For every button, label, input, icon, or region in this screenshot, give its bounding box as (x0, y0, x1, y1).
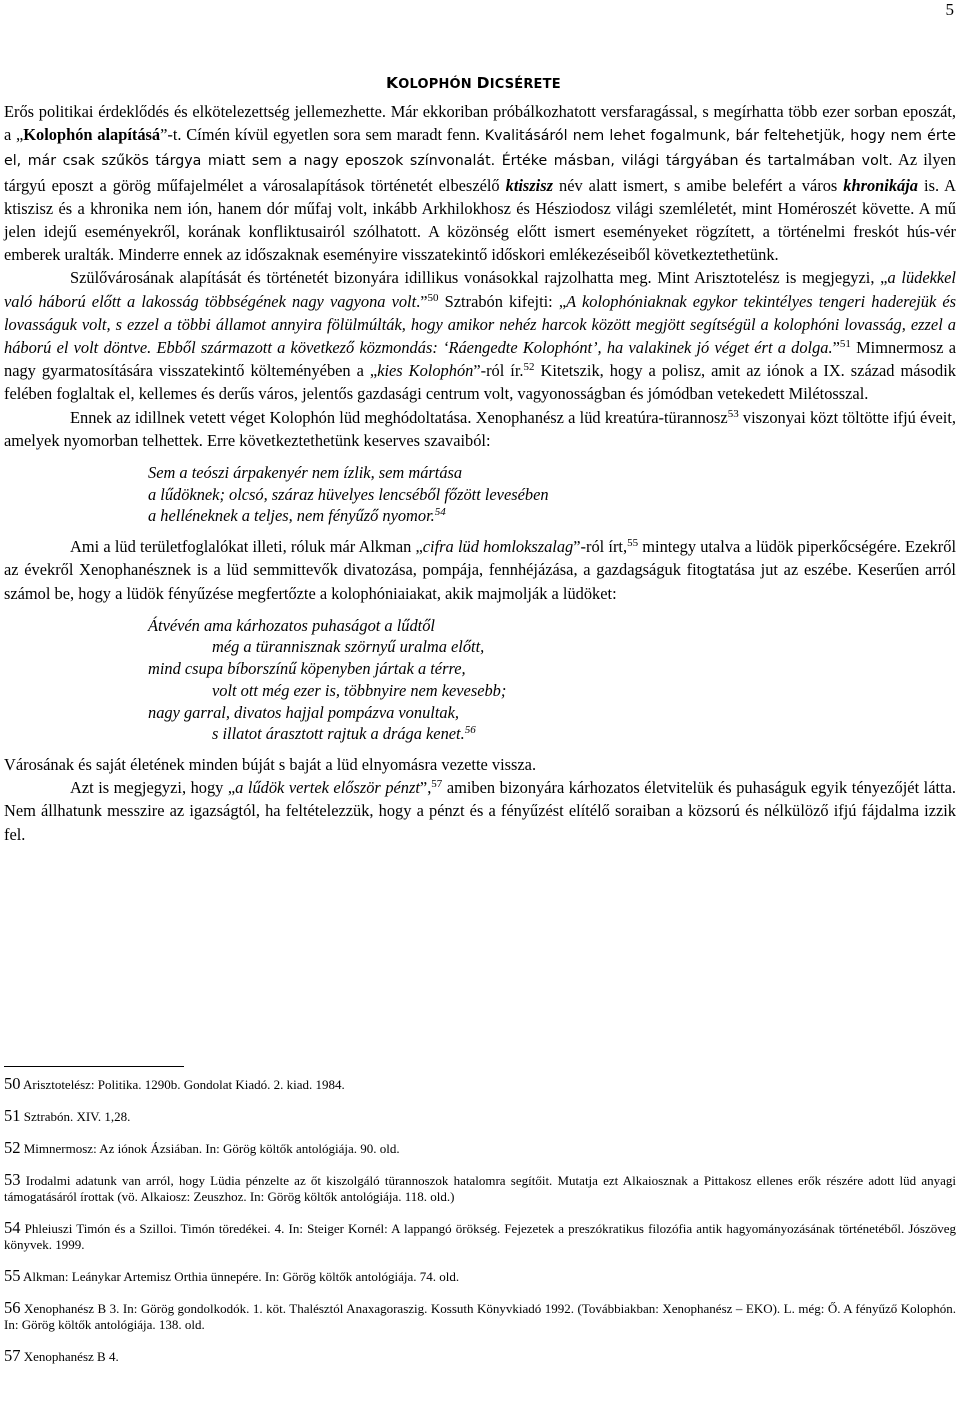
footnote-ref-51[interactable]: 51 (839, 338, 851, 351)
footnotes (4, 1066, 956, 1380)
body-text (4, 72, 956, 846)
poem-line: Sem a teószi árpakenyér nem ízlik, sem mártása (148, 463, 463, 483)
poem-line: volt ott még ezer is, többnyire nem kevesebb; (212, 680, 507, 700)
paragraph-5: Városának és saját életének minden búját s baját a lüd elnyomásra vezette vissza. (4, 754, 537, 774)
footnote-51: 51 Sztrabón. XIV. 1,28. (4, 1106, 131, 1125)
poem-line: nagy garral, divatos hajjal pompázva vonultak, (148, 702, 459, 722)
footnote-ref-52[interactable]: 52 (523, 361, 535, 374)
poem-line: s illatot árasztott rajtuk a drága kenet.$^{56}$ (212, 724, 476, 744)
poem-line: még a türannisznak szörnyű uralma előtt, (212, 637, 485, 657)
paragraph-6: Azt is megjegyzi, hogy „a lűdök vertek először pénzt”,$^{57}$ amiben bizonyára kárhozatos életvitelük és puhaságuk egyik tényezőjét látta. Nem állhatunk messzire az igazságtól, ha feltételezzük, hogy a pénzt és a fényűzést elítélő soraiban a közsorú és nélkülöző ifjú fájdalma izzik fel. (4, 778, 956, 844)
paragraph-3: Ennek az idillnek vetett véget Kolophón lüd meghódoltatása. Xenophanész a lüd kreatúra-türannosz$^{53}$ viszonyai közt töltötte ifjú éveit, amelyek nyomorban telhettek. Erre következtethetünk keserves szavaiból: (4, 407, 956, 450)
footnote-ref-53[interactable]: 53 (727, 407, 739, 420)
footnote-ref-55[interactable]: 55 (627, 537, 639, 550)
footnote-ref-57[interactable]: 57 (431, 778, 443, 791)
footnote-ref-56[interactable]: 56 (464, 724, 476, 737)
poem-line: mind csupa bíborszínű köpenyben jártak a térre, (148, 659, 466, 679)
poem-line: a helléneknek a teljes, nem fényűző nyomor.$^{54}$ (148, 506, 446, 526)
footnote-57: 57 Xenophanész B 4. (4, 1346, 119, 1365)
footnote-54: 54 Phleiuszi Timón és a Szilloi. Timón töredékei. 4. In: Steiger Kornél: A lappangó örökség. Fejezetek a preszókratikus filozófia antik hagyományozásának történetéből. Jószöveg könyvek. 1999. (4, 1218, 956, 1252)
poem-2 (148, 615, 956, 745)
footnote-53: 53 Irodalmi adatunk van arról, hogy Lüdia pénzelte az őt kiszolgáló türannoszok hatalomra segítőit. Mutatja ezt Alkaiosznak a Pittakosz ellenes erők részére adott lüd anyagi támogatásáról írottak (vö. Alkaiosz: Zeuszhoz. In: Görög költők antológiája. 118. old.) (4, 1170, 957, 1204)
page-number: 5 (945, 0, 954, 19)
footnote-divider (4, 1066, 184, 1067)
section-title: KOLOPHÓN DICSÉRETE (386, 74, 561, 92)
paragraph-1: Erős politikai érdeklődés és elkötelezettség jellemezhette. Már ekkoriban próbálkozhatott versfaragással, s megírhatta több ezer sorban eposzát, a „Kolophón alapításá”-t. Címén kívül egyetlen sora sem maradt fenn. Kvalitásáról nem lehet fogalmunk, bár feltehetjük, hogy nem érte el, már csak szűkös tárgya miatt sem a nagy eposzok színvonalát. Értéke másban, világi tárgyában és tartalmában volt. Az ilyen tárgyú eposzt a görög műfajelmélet a városalapítások történetét elbeszélő ktiszisz név alatt ismert, s amibe belefért a város khronikája is. A ktiszisz és a khronika nem ión, hanem dór műfaj volt, inkább Arkhilokhosz és Hésziodosz világi szemléletét, mint Homéroszét követte. A mű jelen idejű eseményekről, korának konfliktusairól szólhatott. A közönség előtt ismert eseményeket rögzített, a történelmi freskót hús-vér emberek uralták. Minderre ennek az időszaknak eseményire visszatekintő időskori emlékezéseiből következtethetünk. (4, 102, 956, 265)
footnote-ref-54[interactable]: 54 (434, 506, 446, 519)
poem-line: Átvévén ama kárhozatos puhaságot a lűdtől (148, 615, 435, 635)
footnote-52: 52 Mimnermosz: Az iónok Ázsiában. In: Görög költők antológiája. 90. old. (4, 1138, 400, 1157)
footnote-55: 55 Alkman: Leánykar Artemisz Orthia ünnepére. In: Görög költők antológiája. 74. old. (4, 1266, 460, 1285)
footnote-56: 56 Xenophanész B 3. In: Görög gondolkodók. 1. köt. Thalésztól Anaxagoraszig. Kossuth Könyvkiadó 1992. (Továbbiakban: Xenophanész – EKO). L. még: Ő. A fényűző Kolophón. In: Görög költők antológiája. 138. old. (4, 1298, 957, 1332)
poem-line: a lűdöknek; olcsó, száraz hüvelyes lencséből főzött levesében (148, 484, 549, 504)
footnote-50: 50 Arisztotelész: Politika. 1290b. Gondolat Kiadó. 2. kiad. 1984. (4, 1074, 345, 1093)
paragraph-2: Szülővárosának alapítását és történetét bizonyára idillikus vonásokkal rajzolhatta meg. Mint Arisztotelész is megjegyzi, „a lüdekkel való háború előtt a lakosság többségének nagy vagyona volt.”$^{50}$ Sztrabón kifejti: „A kolophóniaknak egykor tekintélyes tengeri haderejük és lovasságuk volt, s ezzel a többi államot annyira fölülmúlták, hogy amikor nehéz harcok között megjött segítségül a kolophóni lovasság, ezzel a háború el volt döntve. Ebből származott a következő közmondás: ‘Ráengedte Kolophónt’, ha valakinek jó véget ért a dolga.”$^{51}$ Mimnermosz a nagy gyarmatosítására visszatekintő költeményében a „kies Kolophón”-ról ír.$^{52}$ Kitetszik, hogy a polisz, amit az iónok a IX. század második felében foglaltak el, kellemes és derűs város, jelentős gazdasági centrum volt, vagyonosságban és jómódban vetekedett Milétosszal. (4, 268, 957, 404)
footnote-ref-50[interactable]: 50 (427, 291, 439, 304)
poem-1 (148, 462, 956, 527)
paragraph-4: Ami a lüd területfoglalókat illeti, róluk már Alkman „cifra lüd homlokszalag”-ról írt,$^{55}$ mintegy utalva a lüdök piperkőcségére. Ezekről az évekről Xenophanésznek is a lüd semmittevők divatozása, pompája, fennhéjázása, a gazdagságuk fitogtatása jut az eszébe. Keserűen arról számol be, hogy a lüdök fényűzése megfertőzte a kolophóniaiakat, akik majmolják a lüdöket: (4, 537, 957, 603)
